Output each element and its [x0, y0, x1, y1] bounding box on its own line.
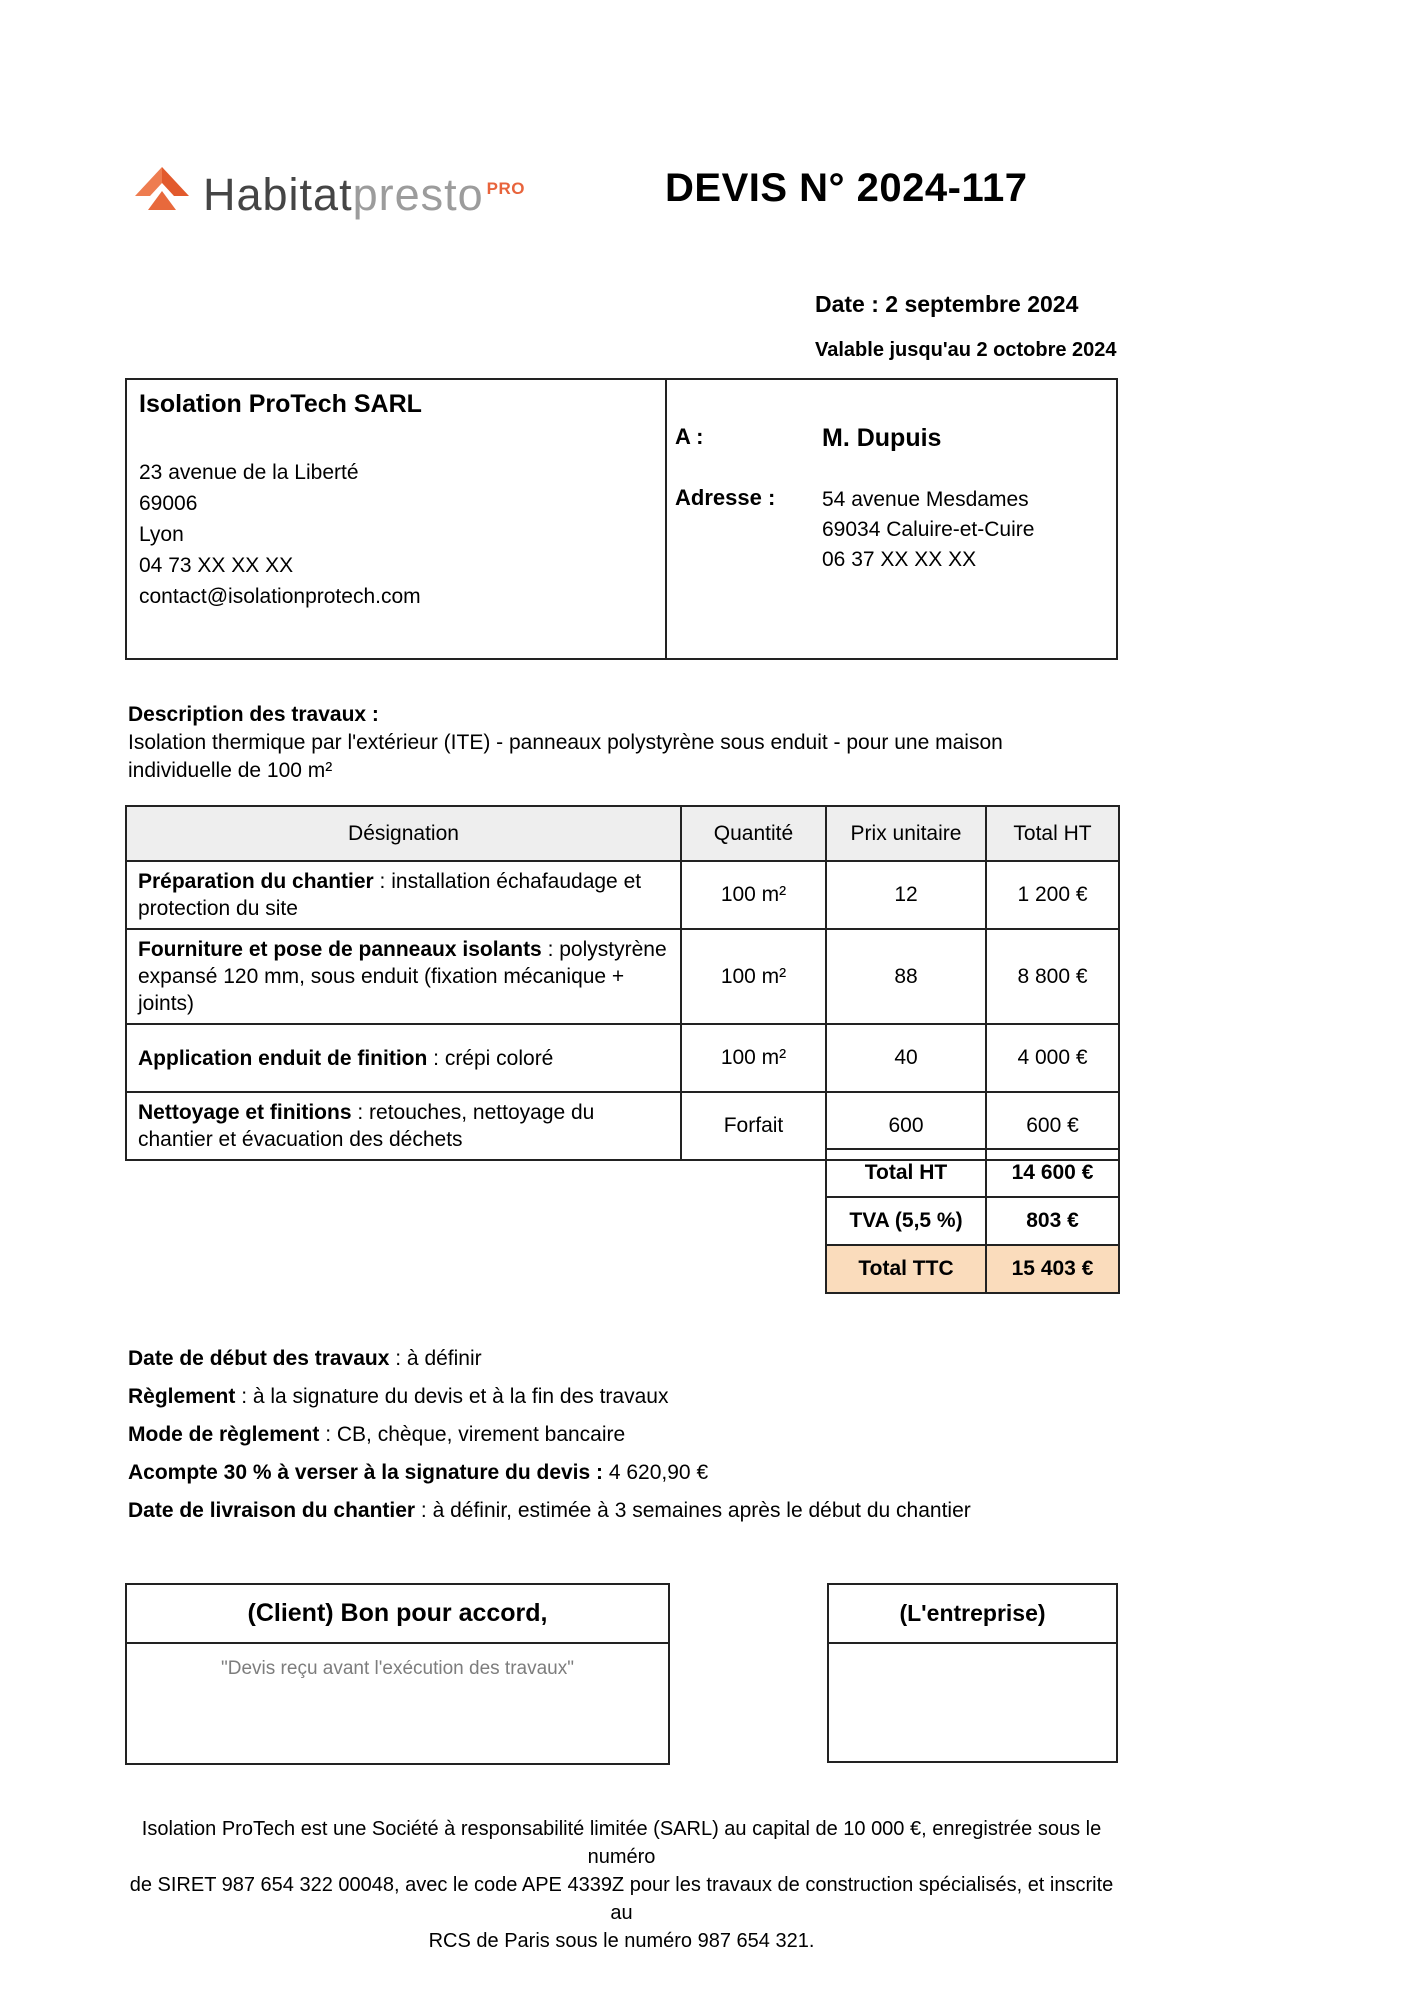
item-designation-bold: Fourniture et pose de panneaux isolants [138, 938, 542, 961]
item-quantity: Forfait [681, 1092, 826, 1160]
item-quantity: 100 m² [681, 929, 826, 1024]
total-ht-row [826, 1149, 1119, 1197]
client-signature-header: (Client) Bon pour accord, [127, 1585, 668, 1644]
table-row [126, 929, 1119, 1024]
term-value: : à définir, estimée à 3 semaines après le début du chantier [415, 1499, 971, 1522]
item-unit-price: 600 [826, 1092, 986, 1160]
term-deposit [128, 1460, 971, 1486]
company-phone: 04 73 XX XX XX [139, 554, 294, 577]
term-payment-mode [128, 1422, 971, 1448]
document-title: DEVIS N° 2024-117 [665, 166, 1028, 210]
term-payment [128, 1384, 971, 1410]
item-unit-price: 88 [826, 929, 986, 1024]
item-designation-rest: : retouches, nettoyage du chantier et évacuation des déchets [138, 1101, 595, 1151]
works-description-text: individuelle de 100 m² [128, 759, 333, 782]
terms-section [128, 1346, 971, 1536]
item-total: 1 200 € [986, 861, 1119, 929]
item-unit-price: 12 [826, 861, 986, 929]
term-label: Acompte 30 % à verser à la signature du devis : [128, 1461, 604, 1484]
term-value: : à la signature du devis et à la fin des travaux [235, 1385, 669, 1408]
legal-footer-line: Isolation ProTech est une Société à responsabilité limitée (SARL) au capital de 10 000 €, enregistrée sous le numéro [141, 1818, 1102, 1868]
legal-footer [125, 1815, 1118, 1955]
client-address-line: 54 avenue Mesdames [822, 488, 1029, 511]
table-row [126, 1024, 1119, 1092]
item-designation-rest: : crépi coloré [427, 1046, 554, 1070]
item-designation [126, 1024, 681, 1092]
tva-row [826, 1197, 1119, 1245]
term-start-date [128, 1346, 971, 1372]
works-description [128, 701, 1108, 785]
item-designation-rest: : installation échafaudage et protection du site [138, 870, 642, 920]
brand-habitat: Habitat [203, 169, 353, 220]
items-table-header [126, 806, 1119, 861]
term-value: : CB, chèque, virement bancaire [319, 1423, 626, 1446]
item-designation [126, 1092, 681, 1160]
col-total-ht: Total HT [986, 806, 1119, 861]
client-address-label: Adresse : [675, 485, 776, 510]
client-address-line: 69034 Caluire-et-Cuire [822, 518, 1035, 541]
col-quantity: Quantité [681, 806, 826, 861]
parties-section [125, 378, 1118, 660]
brand-pro-badge: PRO [486, 179, 526, 198]
total-ttc-label: Total TTC [826, 1245, 986, 1293]
col-designation: Désignation [126, 806, 681, 861]
item-quantity: 100 m² [681, 1024, 826, 1092]
works-description-label: Description des travaux : [128, 703, 379, 726]
term-label: Mode de règlement [128, 1423, 320, 1446]
company-box [127, 380, 667, 658]
item-designation-bold: Préparation du chantier [138, 870, 374, 893]
logo [133, 165, 525, 225]
item-designation-bold: Application enduit de finition [138, 1046, 428, 1070]
client-phone: 06 37 XX XX XX [822, 548, 977, 571]
item-designation-rest: : polystyrène expansé 120 mm, sous enduit (fixation mécanique + joints) [138, 938, 667, 1015]
company-signature-box [827, 1583, 1118, 1763]
client-address [822, 485, 1034, 575]
client-signature-note: "Devis reçu avant l'exécution des travaux" [221, 1658, 574, 1679]
brand-wordmark [203, 169, 525, 221]
term-label: Date de début des travaux [128, 1347, 390, 1370]
tva-value: 803 € [986, 1197, 1119, 1245]
company-postcode: 69006 [139, 492, 198, 515]
item-total: 8 800 € [986, 929, 1119, 1024]
tva-label: TVA (5,5 %) [826, 1197, 986, 1245]
item-total: 600 € [986, 1092, 1119, 1160]
legal-footer-line: de SIRET 987 654 322 00048, avec le code APE 4339Z pour les travaux de construction spécialisés, et inscrite au [129, 1874, 1114, 1924]
items-table [125, 805, 1120, 1161]
item-total: 4 000 € [986, 1024, 1119, 1092]
client-to-label: A : [675, 424, 704, 449]
works-description-text: Isolation thermique par l'extérieur (ITE) - panneaux polystyrène sous enduit - pour une maison [128, 731, 1003, 754]
table-row [126, 861, 1119, 929]
client-address-row [675, 485, 1106, 575]
company-city: Lyon [139, 523, 184, 546]
total-ttc-row [826, 1245, 1119, 1293]
item-designation [126, 929, 681, 1024]
term-label: Règlement [128, 1385, 236, 1408]
term-label: Date de livraison du chantier [128, 1499, 416, 1522]
item-unit-price: 40 [826, 1024, 986, 1092]
brand-presto: presto [352, 169, 484, 220]
item-designation [126, 861, 681, 929]
client-signature-box [125, 1583, 670, 1765]
total-ht-value: 14 600 € [986, 1149, 1119, 1197]
validity-date: Valable jusqu'au 2 octobre 2024 [815, 339, 1117, 361]
col-unit-price: Prix unitaire [826, 806, 986, 861]
legal-footer-line: RCS de Paris sous le numéro 987 654 321. [428, 1930, 815, 1952]
item-designation-bold: Nettoyage et finitions [138, 1101, 352, 1124]
client-name-row [675, 424, 1106, 453]
term-value: : à définir [389, 1347, 482, 1370]
item-quantity: 100 m² [681, 861, 826, 929]
term-value: 4 620,90 € [603, 1461, 709, 1484]
company-address-line: 23 avenue de la Liberté [139, 461, 359, 484]
client-box [667, 380, 1116, 658]
totals-table [825, 1148, 1120, 1294]
total-ht-label: Total HT [826, 1149, 986, 1197]
company-name: Isolation ProTech SARL [139, 390, 422, 418]
term-delivery-date [128, 1498, 971, 1524]
total-ttc-value: 15 403 € [986, 1245, 1119, 1293]
company-signature-header: (L'entreprise) [829, 1585, 1116, 1644]
company-email: contact@isolationprotech.com [139, 585, 421, 608]
client-name: M. Dupuis [822, 424, 942, 452]
issue-date: Date : 2 septembre 2024 [815, 291, 1079, 317]
roof-arrow-icon [133, 165, 191, 225]
